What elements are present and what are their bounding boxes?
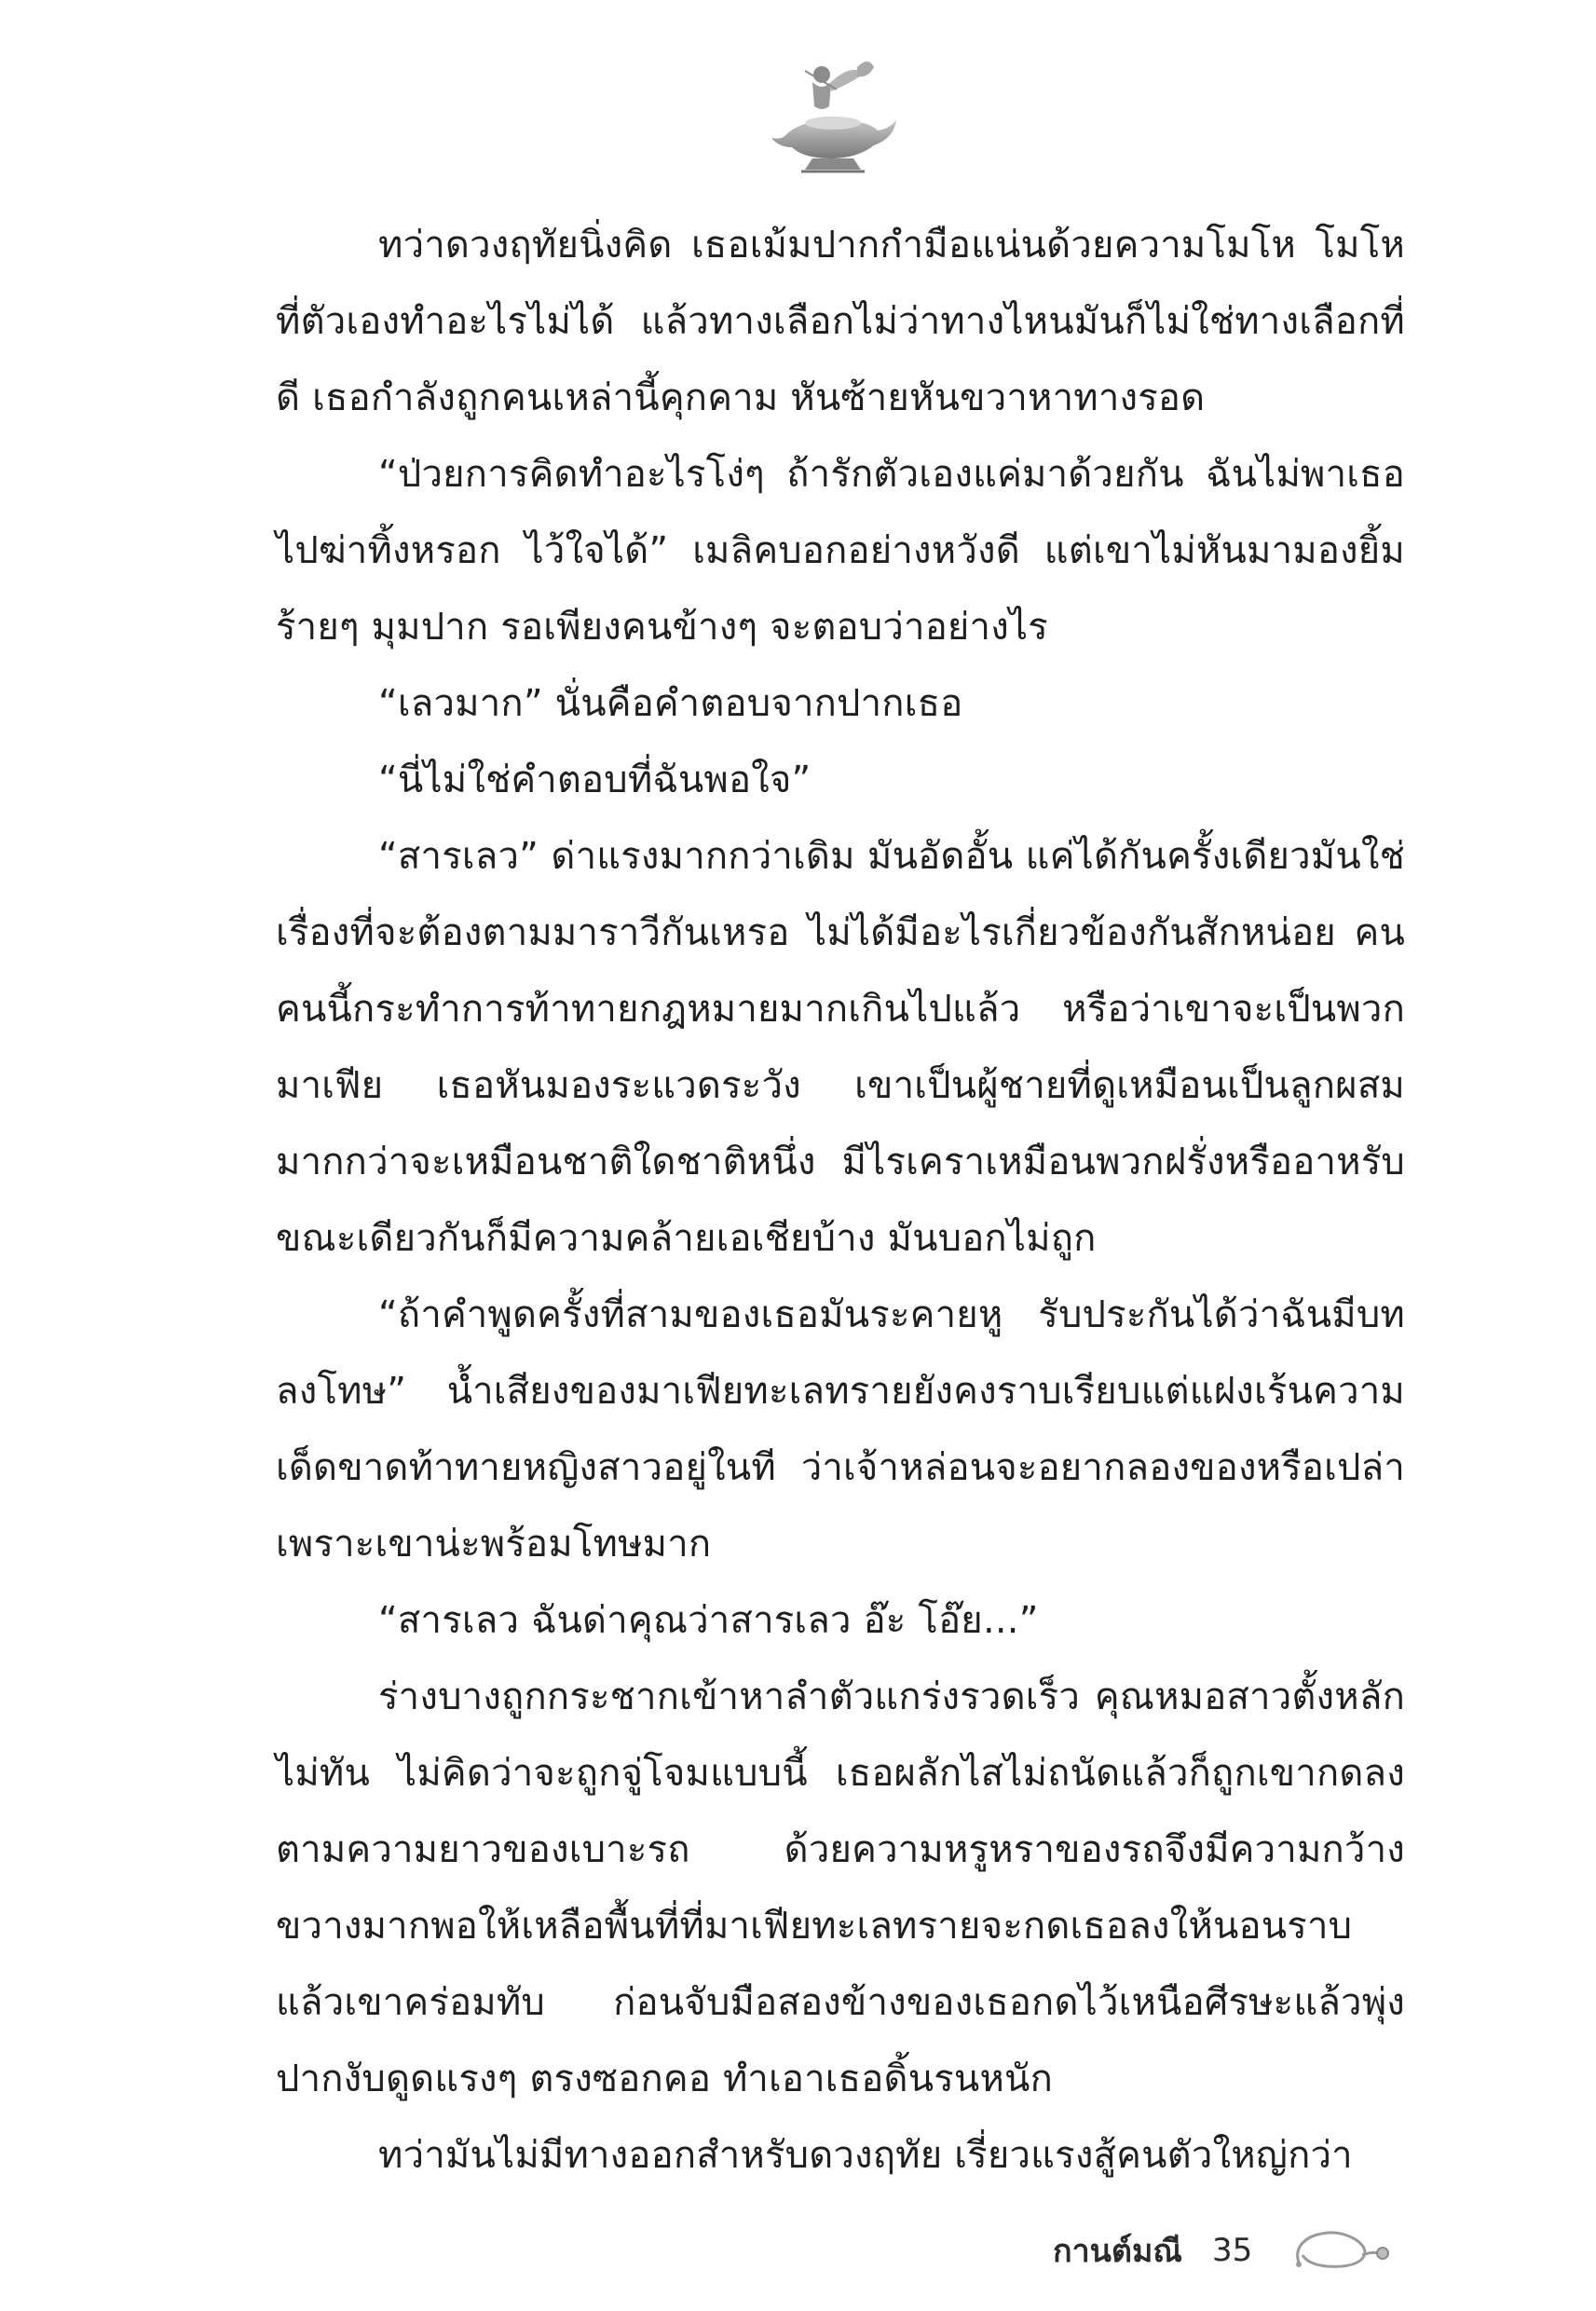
page-footer	[1053, 2222, 1392, 2278]
genie-lamp-icon	[764, 54, 904, 175]
genie-lamp-svg	[764, 54, 904, 175]
paragraph: ทว่าดวงฤทัยนิ่งคิด เธอเม้มปากกำมือแน่นด้วยความโมโห โมโหที่ตัวเองทำอะไรไม่ได้ แล้วทางเลือกไม่ว่าทางไหนมันก็ไม่ใช่ทางเลือกที่ดี เธอกำลังถูกคนเหล่านี้คุกคาม หันซ้ายหันขวาหาทางรอด	[276, 224, 1405, 419]
paragraph: “เลวมาก” นั่นคือคำตอบจากปากเธอ	[378, 682, 963, 725]
paragraph: “สารเลว” ด่าแรงมากกว่าเดิม มันอัดอั้น แค่ได้กันครั้งเดียวมันใช่เรื่องที่จะต้องตามมาราวีกันเหรอ ไม่ได้มีอะไรเกี่ยวข้องกันสักหน่อย คนคนนี้กระทำการท้าทายกฎหมายมากเกินไปแล้ว หรือว่าเขาจะเป็นพวกมาเฟีย เธอหันมองระแวดระวัง เขาเป็นผู้ชายที่ดูเหมือนเป็นลูกผสมมากกว่าจะเหมือนชาติใดชาติหนึ่ง มีไรเคราเหมือนพวกฝรั่งหรืออาหรับ ขณะเดียวกันก็มีความคล้ายเอเชียบ้าง มันบอกไม่ถูก	[276, 835, 1405, 1260]
paragraph: ร่างบางถูกกระชากเข้าหาลำตัวแกร่งรวดเร็ว คุณหมอสาวตั้งหลักไม่ทัน ไม่คิดว่าจะถูกจู่โจมแบบนี้ เธอผลักไสไม่ถนัดแล้วก็ถูกเขากดลงตามความยาวของเบาะรถ ด้วยความหรูหราของรถจึงมีความกว้างขวางมากพอให้เหลือพื้นที่ที่มาเฟียทะเลทรายจะกดเธอลงให้นอนราบแล้วเขาคร่อมทับ ก่อนจับมือสองข้างของเธอกดไว้เหนือศีรษะแล้วพุ่งปากงับดูดแรงๆ ตรงซอกคอ ทำเอาเธอดิ้นรนหนัก	[276, 1675, 1405, 2100]
paragraph: “สารเลว ฉันด่าคุณว่าสารเลว อ๊ะ โอ๊ย...”	[378, 1599, 1039, 1642]
paragraph: “นี่ไม่ใช่คำตอบที่ฉันพอใจ”	[378, 759, 812, 801]
paragraph: “ถ้าคำพูดครั้งที่สามของเธอมันระคายหู รับประกันได้ว่าฉันมีบทลงโทษ” น้ำเสียงของมาเฟียทะเลทรายยังคงราบเรียบแต่แฝงเร้นความเด็ดขาดท้าทายหญิงสาวอยู่ในที ว่าเจ้าหล่อนจะอยากลองของหรือเปล่า เพราะเขาน่ะพร้อมโทษมาก	[276, 1293, 1405, 1566]
stethoscope-icon	[1289, 2227, 1392, 2274]
page-number: 35	[1211, 2232, 1253, 2269]
body-text	[276, 207, 1405, 2194]
book-title: กานต์มณี	[1053, 2233, 1182, 2270]
paragraph: ทว่ามันไม่มีทางออกสำหรับดวงฤทัย เรี่ยวแรงสู้คนตัวใหญ่กว่า	[378, 2134, 1353, 2177]
paragraph: “ป่วยการคิดทำอะไรโง่ๆ ถ้ารักตัวเองแค่มาด้วยกัน ฉันไม่พาเธอไปฆ่าทิ้งหรอก ไว้ใจได้” เมลิคบอกอย่างหวังดี แต่เขาไม่หันมามองยิ้มร้ายๆ มุมปาก รอเพียงคนข้างๆ จะตอบว่าอย่างไร	[276, 453, 1405, 649]
